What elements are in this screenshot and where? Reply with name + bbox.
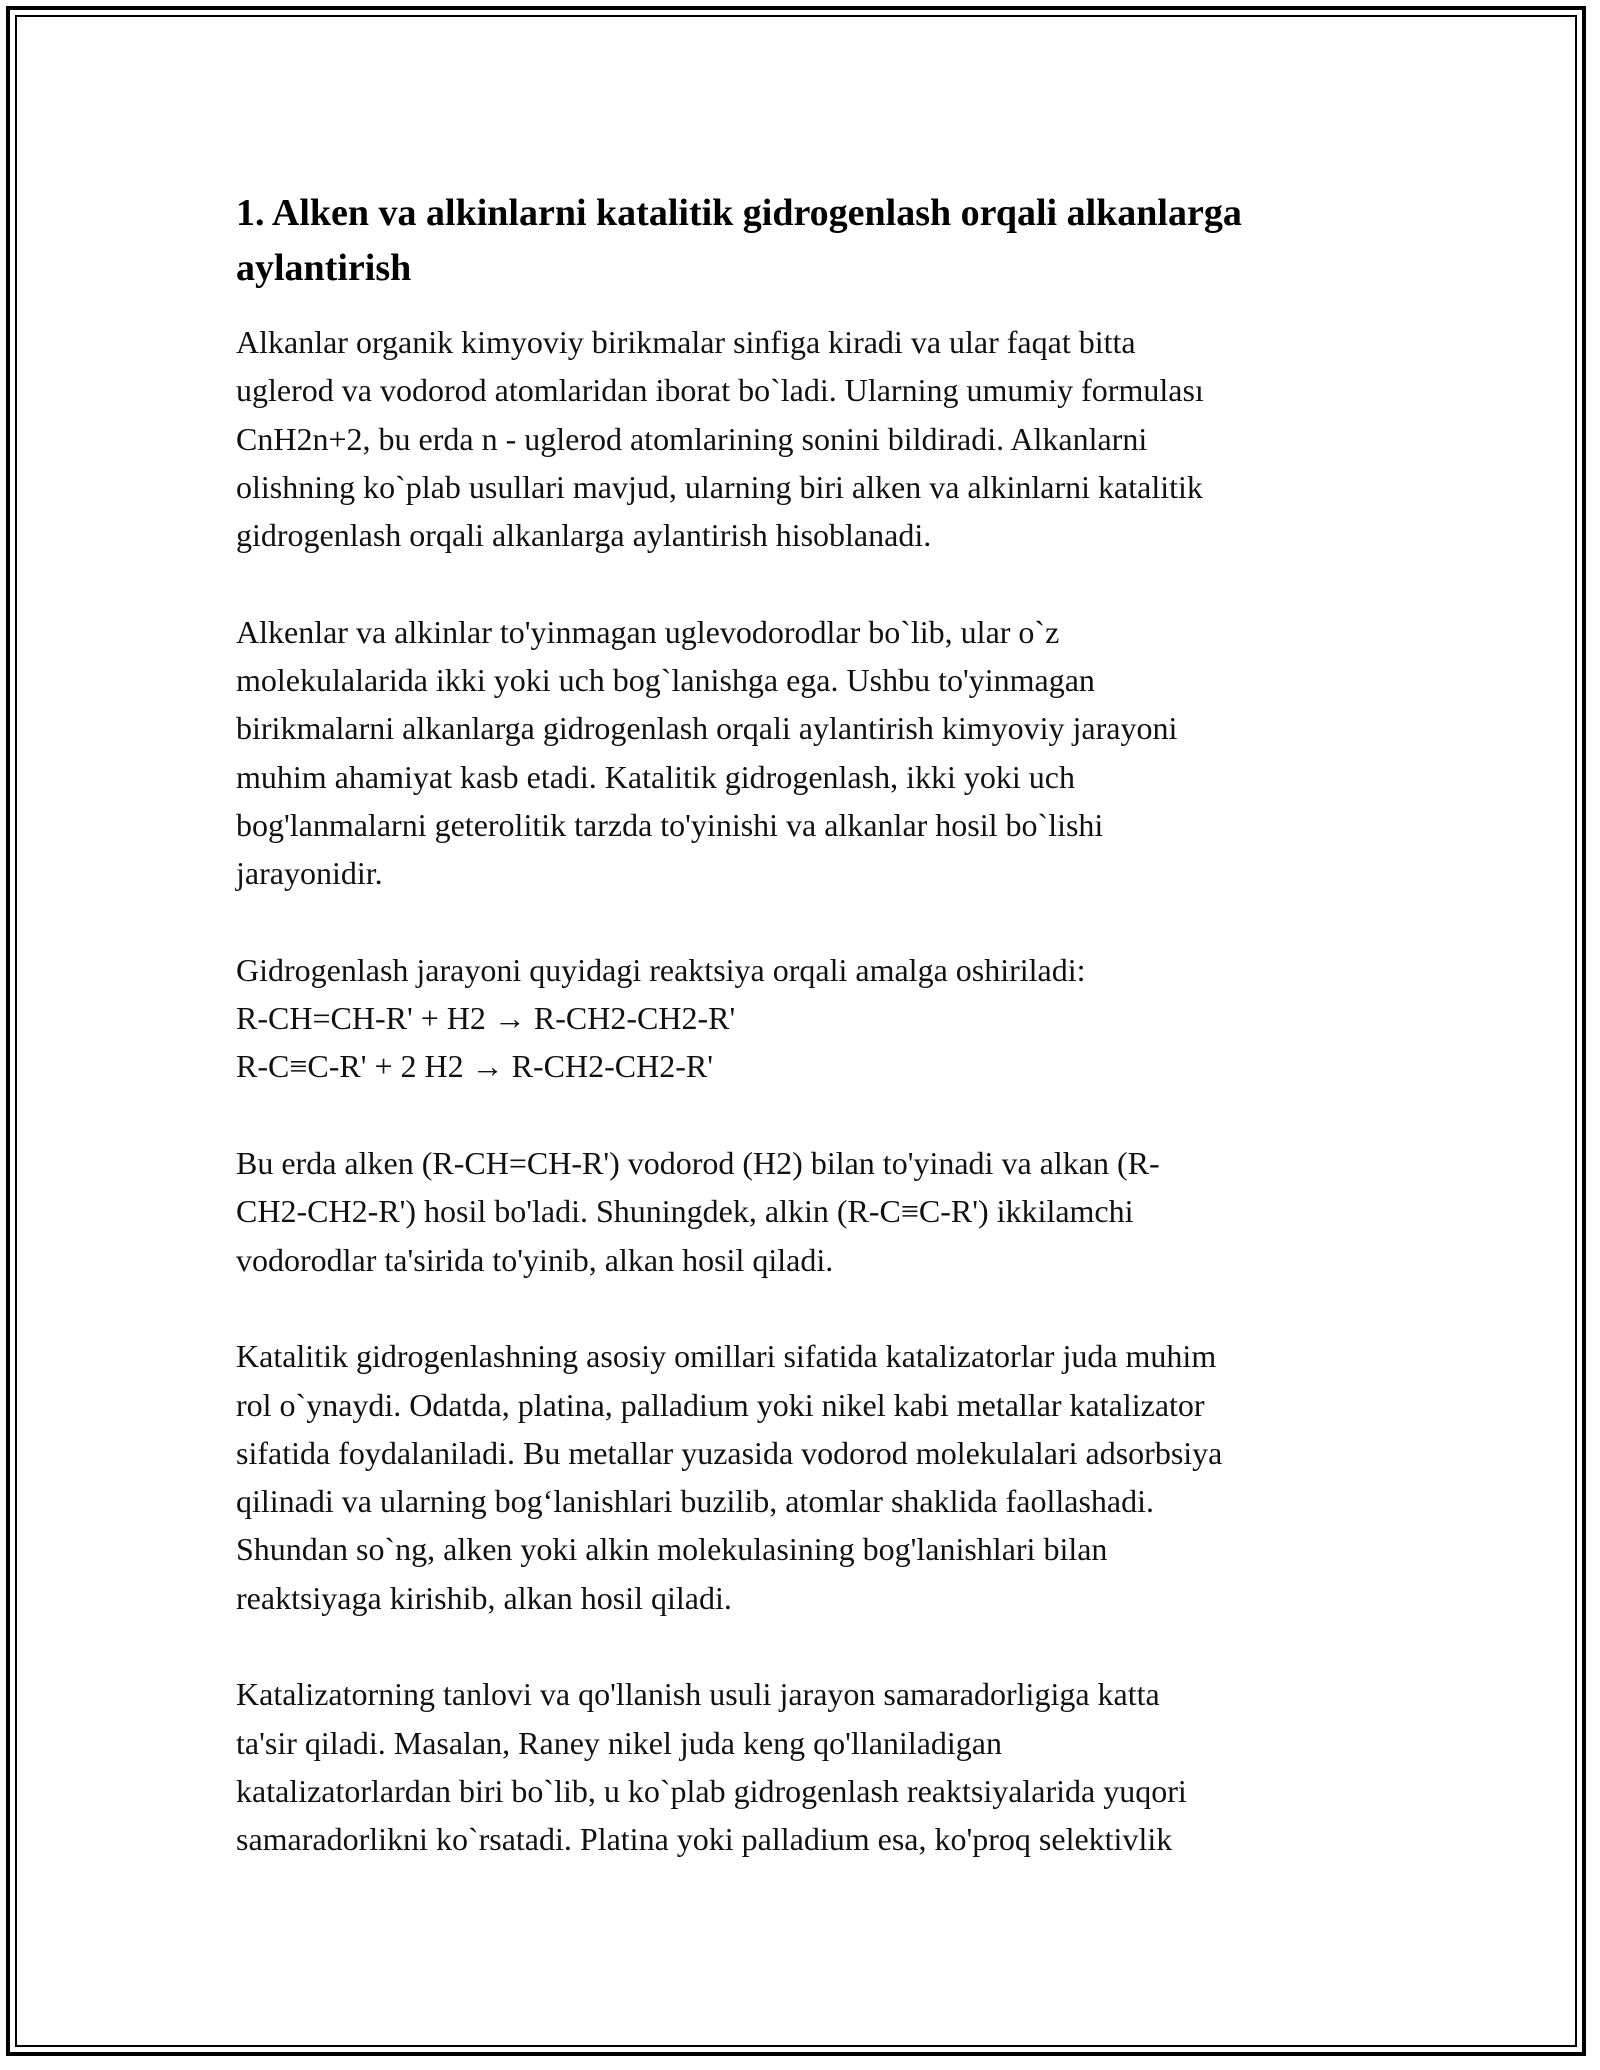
paragraph-line: Alkenlar va alkinlar to'yinmagan uglevodorodlar bo`lib, ular o`z <box>236 613 1060 650</box>
paragraph-line: qilinadi va ularning bog‘lanishlari buzilib, atomlar shaklida faollashadi. <box>236 1483 1154 1520</box>
paragraph-line: Gidrogenlash jarayoni quyidagi reaktsiya orqali amalga oshiriladi: <box>236 951 1086 988</box>
paragraph-line: samaradorlikni ko`rsatadi. Platina yoki palladium esa, ko'proq selektivlik <box>236 1821 1173 1858</box>
paragraph-line: rol o`ynaydi. Odatda, platina, palladium yoki nikel kabi metallar katalizator <box>236 1386 1205 1423</box>
paragraph <box>236 608 1376 898</box>
paragraph-line: birikmalarni alkanlarga gidrogenlash orqali aylantirish kimyoviy jarayoni <box>236 710 1178 747</box>
paragraph-line: R-C≡C-R' + 2 H2 → R-CH2-CH2-R' <box>236 1048 713 1085</box>
paragraph <box>236 946 1376 1091</box>
paragraph-line: reaktsiyaga kirishib, alkan hosil qiladi. <box>236 1579 732 1616</box>
paragraph-line: bog'lanmalarni geterolitik tarzda to'yinishi va alkanlar hosil bo`lishi <box>236 806 1104 843</box>
document-content <box>236 186 1376 1912</box>
paragraph-line: R-CH=CH-R' + H2 → R-CH2-CH2-R' <box>236 1000 736 1037</box>
paragraph-line: Alkanlar organik kimyoviy birikmalar sinfiga kiradi va ular faqat bitta <box>236 324 1136 360</box>
paragraph <box>236 1139 1376 1284</box>
paragraph-line: Bu erda alken (R-CH=CH-R') vodorod (H2) bilan to'yinadi va alkan (R- <box>236 1145 1160 1182</box>
paragraph <box>236 1332 1376 1622</box>
paragraph <box>236 1670 1376 1863</box>
paragraph-line: jarayonidir. <box>236 855 383 892</box>
paragraph-line: uglerod va vodorod atomlaridan iborat bo`ladi. Ularning umumiy formulası <box>236 372 1204 409</box>
paragraph-container <box>236 318 1376 1864</box>
paragraph-line: olishning ko`plab usullari mavjud, ularning biri alken va alkinlarni katalitik <box>236 468 1203 505</box>
paragraph-line: Katalizatorning tanlovi va qo'llanish usuli jarayon samaradorligiga katta <box>236 1676 1160 1713</box>
paragraph-line: CH2-CH2-R') hosil bo'ladi. Shuningdek, alkin (R-C≡C-R') ikkilamchi <box>236 1193 1134 1230</box>
section-heading: 1. Alken va alkinlarni katalitik gidrogenlash orqali alkanlarga aylantirish <box>236 192 1242 289</box>
paragraph-line: Katalitik gidrogenlashning asosiy omillari sifatida katalizatorlar juda muhim <box>236 1338 1217 1375</box>
paragraph-line: gidrogenlash orqali alkanlarga aylantirish hisoblanadi. <box>236 517 932 554</box>
paragraph-line: molekulalarida ikki yoki uch bog`lanishga ega. Ushbu to'yinmagan <box>236 662 1095 699</box>
paragraph-line: ta'sir qiladi. Masalan, Raney nikel juda keng qo'llaniladigan <box>236 1724 1002 1761</box>
paragraph-line: CnH2n+2, bu erda n - uglerod atomlarining sonini bildiradi. Alkanlarni <box>236 420 1148 457</box>
paragraph-line: vodorodlar ta'sirida to'yinib, alkan hosil qiladi. <box>236 1241 834 1278</box>
paragraph-line: katalizatorlardan biri bo`lib, u ko`plab gidrogenlash reaktsiyalarida yuqori <box>236 1772 1187 1809</box>
paragraph-line: muhim ahamiyat kasb etadi. Katalitik gidrogenlash, ikki yoki uch <box>236 758 1075 795</box>
paragraph-line: Shundan so`ng, alken yoki alkin molekulasining bog'lanishlari bilan <box>236 1531 1108 1568</box>
paragraph <box>236 318 1376 559</box>
paragraph-line: sifatida foydalaniladi. Bu metallar yuzasida vodorod molekulalari adsorbsiya <box>236 1434 1223 1471</box>
